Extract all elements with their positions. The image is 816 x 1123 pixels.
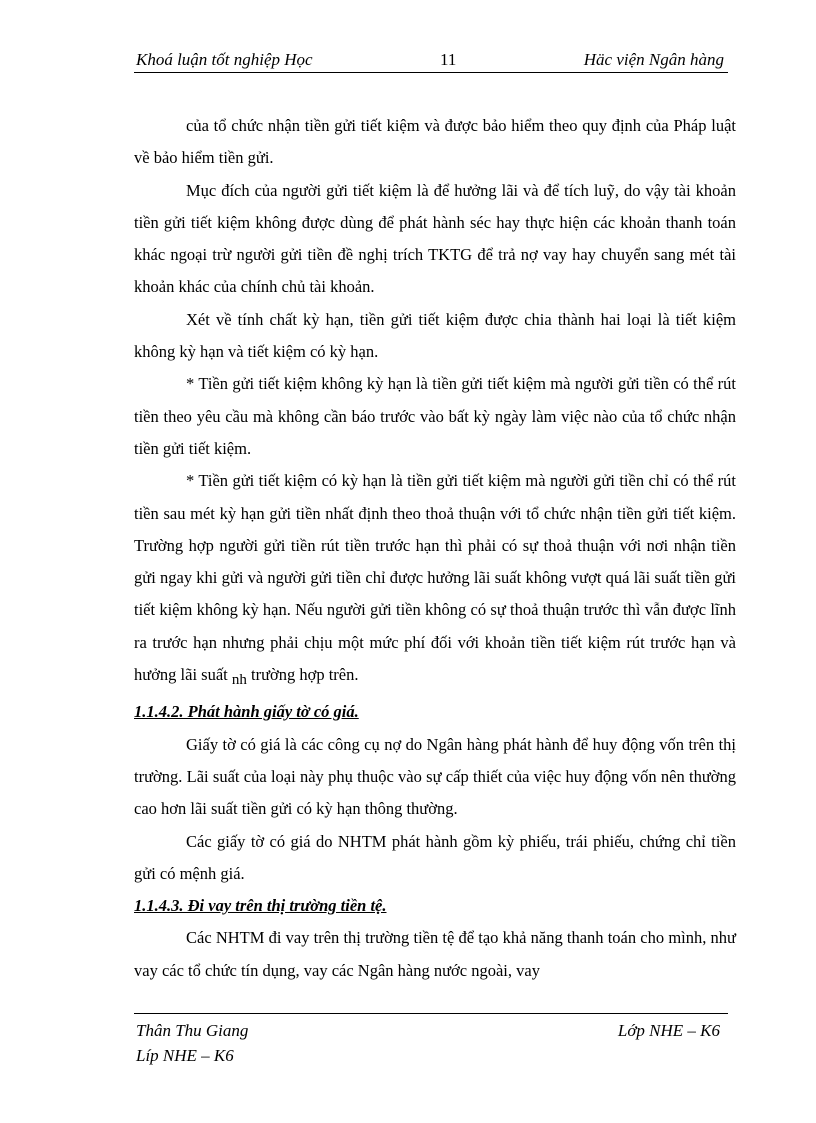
paragraph-text-end: trường hợp trên. xyxy=(246,665,359,685)
paragraph-text: * Tiền gửi tiết kiệm có kỳ hạn là tiền gửi tiết kiệm mà người gửi tiền chỉ có thể rút tiền sau mét kỳ hạn gửi tiền nhất định theo thoả thuận với tổ chức nhận tiền gửi tiết kiệm. Trường hợp người gửi tiền rút tiền trước hạn thì phải có sự thoả thuận với nơi nhận tiền gửi ngay khi gửi và người gửi tiền chỉ được hưởng lãi suất không vượt quá lãi suất tiền gửi tiết kiệm không kỳ hạn. Nếu người gửi tiền không có sự thoả thuận trước thì vẫn được lĩnh ra trước hạn nhưng phải chịu một mức phí đối với khoản tiền tiết kiệm rút trước hạn và hưởng lãi suất xyxy=(134,471,736,685)
paragraph: Xét về tính chất kỳ hạn, tiền gửi tiết kiệm được chia thành hai loại là tiết kiệm không kỳ hạn và tiết kiệm có kỳ hạn. xyxy=(134,309,736,362)
paragraph: Giấy tờ có giá là các công cụ nợ do Ngân hàng phát hành để huy động vốn trên thị trường. Lãi suất của loại này phụ thuộc vào sự cấp thiết của việc huy động vốn nên thường cao hơn lãi suất tiền gửi có kỳ hạn thông thường. xyxy=(134,734,736,819)
body-text xyxy=(134,110,736,987)
footer-class: Lớp NHE – K6 xyxy=(617,1021,720,1040)
paragraph: Mục đích của người gửi tiết kiệm là để hưởng lãi và để tích luỹ, do vậy tài khoản tiền gửi tiết kiệm không được dùng để phát hành séc hay thực hiện các khoản thanh toán khác ngoại trừ người gửi tiền đề nghị trích TKTG để trả nợ vay hay chuyển sang mét tài khoản khác của chính chủ tài khoản. xyxy=(134,180,736,297)
header-institution: Häc viện Ngân hàng xyxy=(583,50,724,69)
paragraph: Các giấy tờ có giá do NHTM phát hành gồm kỳ phiếu, trái phiếu, chứng chỉ tiền gửi có mệnh giá. xyxy=(134,831,736,883)
paragraph xyxy=(134,465,736,696)
page-header xyxy=(134,48,728,73)
subscript-text: nh xyxy=(231,672,247,689)
page-number: 11 xyxy=(440,50,457,69)
section-heading: 1.1.4.3. Đi vay trên thị trường tiền tệ. xyxy=(134,896,387,916)
paragraph: * Tiền gửi tiết kiệm không kỳ hạn là tiền gửi tiết kiệm mà người gửi tiền có thể rút tiền theo yêu cầu mà không cần báo trước vào bất kỳ ngày làm việc nào của tổ chức nhận tiền gửi tiết kiệm. xyxy=(134,374,736,458)
footer-class-left: Líp NHE – K6 xyxy=(136,1046,234,1065)
page-footer xyxy=(134,1013,728,1064)
section-heading: 1.1.4.2. Phát hành giấy tờ có giá. xyxy=(134,702,359,722)
header-title: Khoá luận tốt nghiệp Học xyxy=(136,50,313,69)
paragraph: của tổ chức nhận tiền gửi tiết kiệm và được bảo hiểm theo quy định của Pháp luật về bảo hiểm tiền gửi. xyxy=(134,116,736,168)
footer-author: Thân Thu Giang xyxy=(136,1021,249,1040)
paragraph: Các NHTM đi vay trên thị trường tiền tệ để tạo khả năng thanh toán cho mình, như vay các tổ chức tín dụng, vay các Ngân hàng nước ngoài, vay xyxy=(134,928,736,980)
